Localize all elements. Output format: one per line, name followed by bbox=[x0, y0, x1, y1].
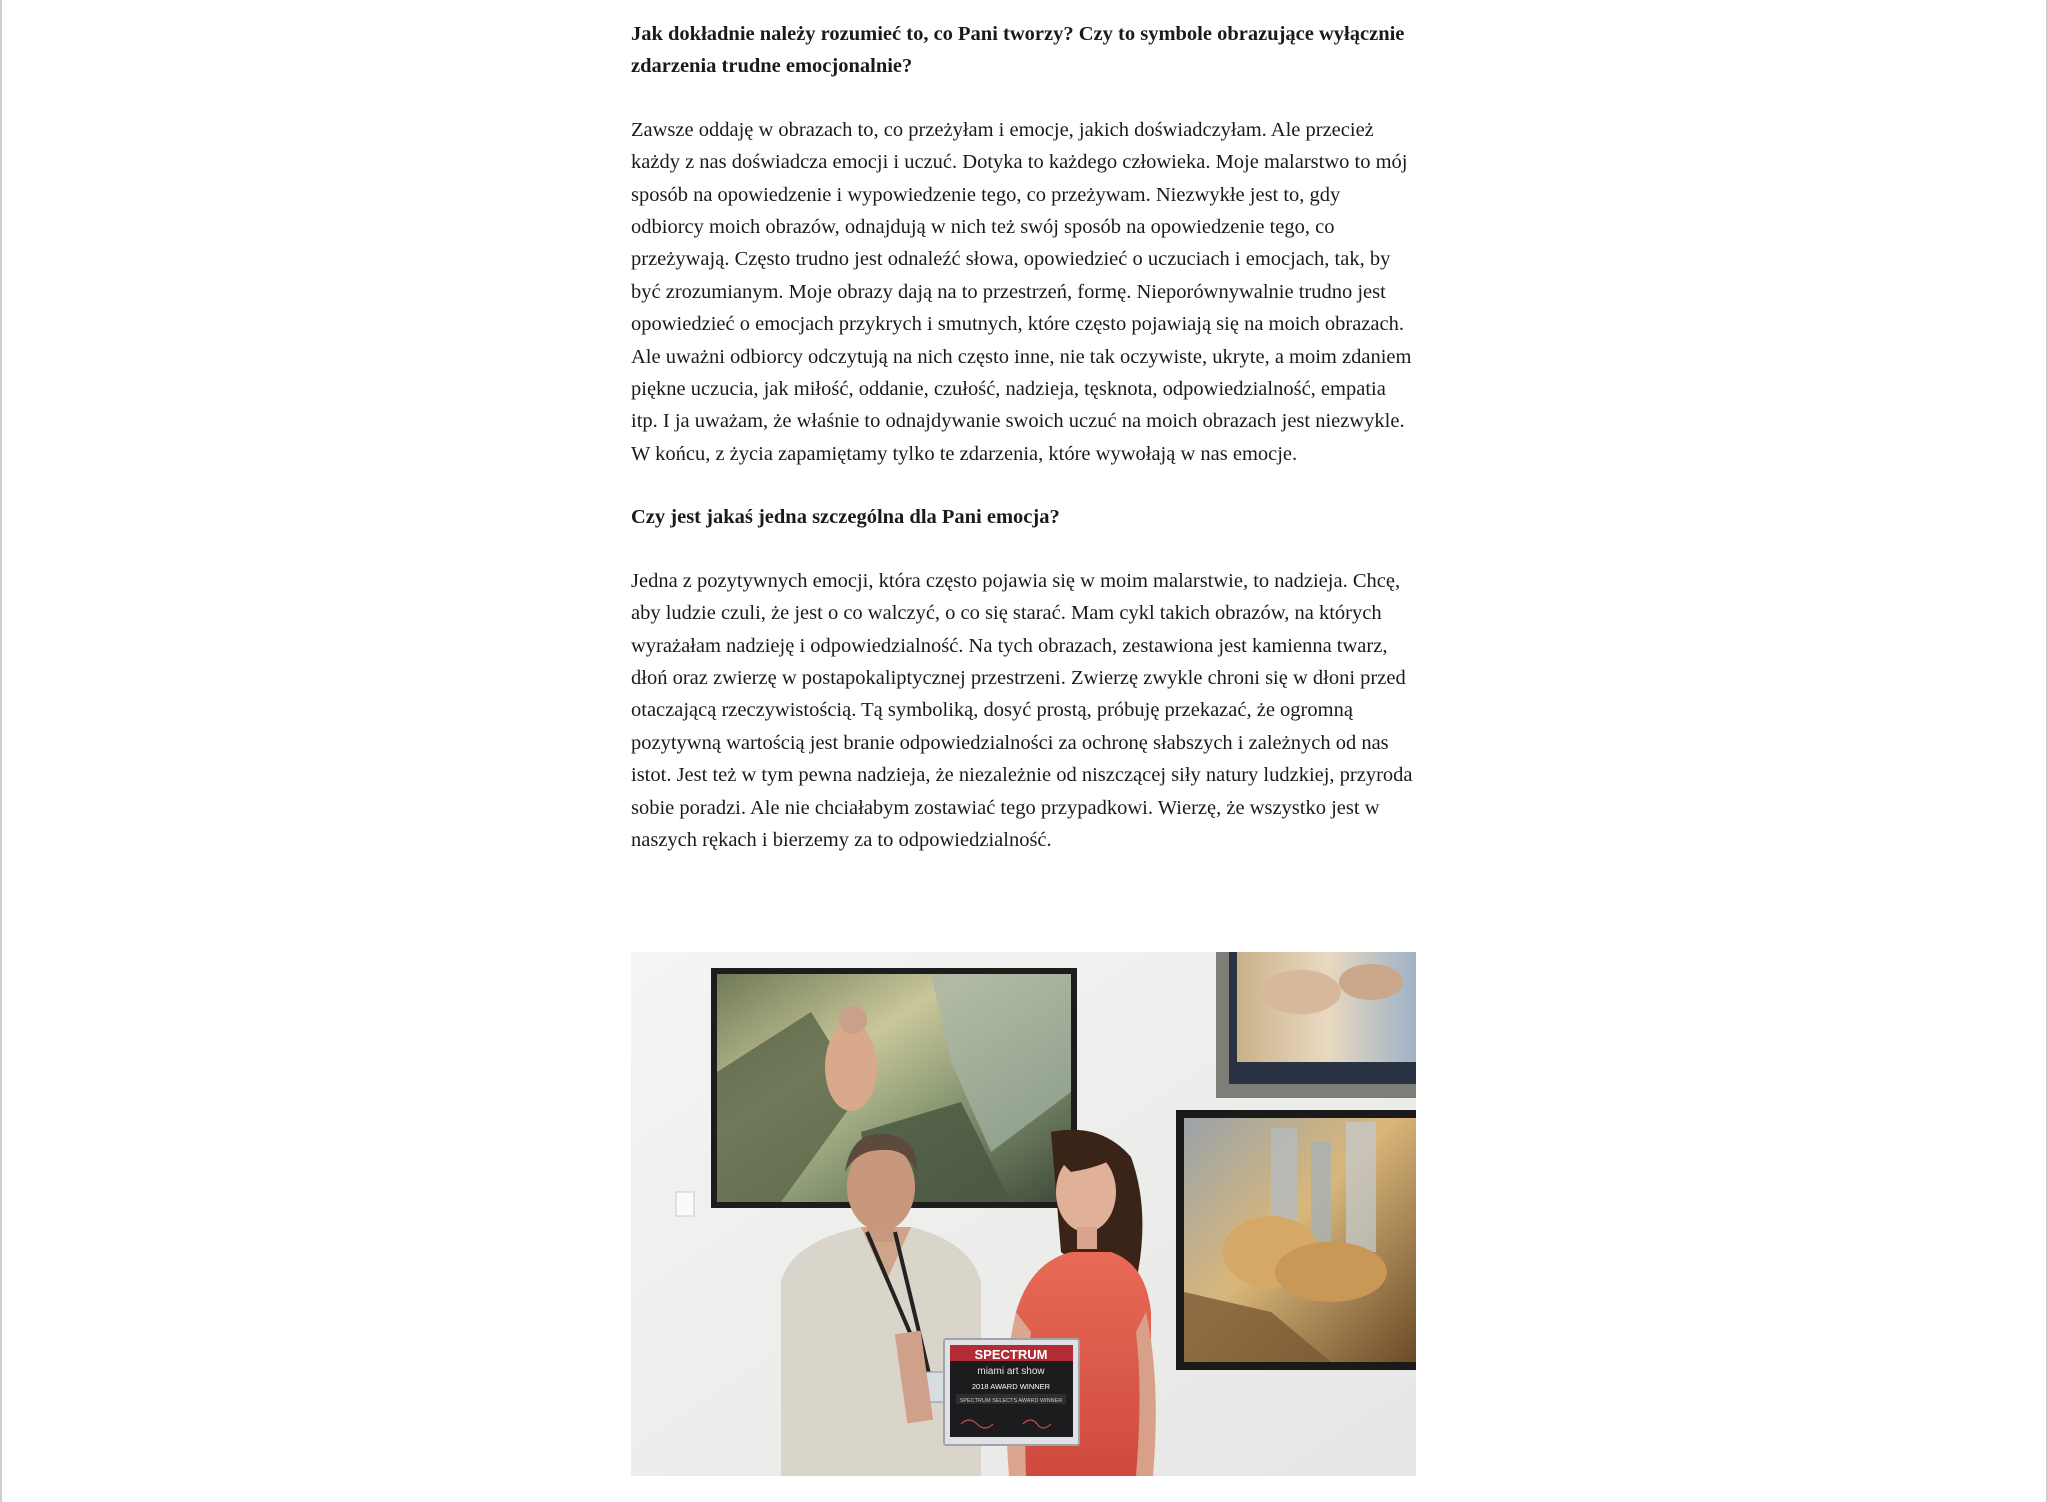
award-title: SPECTRUM bbox=[974, 1347, 1048, 1362]
award-category: SPECTRUM SELECTS AWARD WINNER bbox=[959, 1398, 1063, 1404]
painting-label bbox=[676, 1192, 694, 1216]
award-show-name: miami art show bbox=[977, 1366, 1045, 1377]
interview-question-2: Czy jest jakaś jedna szczególna dla Pani emocja? bbox=[631, 506, 1060, 529]
interview-question-1: Jak dokładnie należy rozumieć to, co Pani tworzy? Czy to symbole obrazujące wyłącznie zdarzenia trudne emocjonalnie? bbox=[631, 23, 1405, 78]
interview-article bbox=[631, 18, 1416, 856]
page-left-border bbox=[0, 0, 2, 1502]
painting-top-right bbox=[1216, 952, 1416, 1098]
interview-answer-2: Jedna z pozytywnych emocji, która często pojawia się w moim malarstwie, to nadzieja. Chcę, aby ludzie czuli, że jest o co walczyć, o co się starać. Mam cykl takich obrazów, na których wyrażałam nadzieję i odpowiedzialność. Na tych obrazach, zestawiona jest kamienna twarz, dłoń oraz zwierzę w postapokaliptycznej przestrzeni. Zwierzę zwykle chroni się w dłoni przed otaczającą rzeczywistością. Tą symboliką, dosyć prostą, próbuję przekazać, że ogromną pozytywną wartością jest branie odpowiedzialności za ochronę słabszych i zależnych od nas istot. Jest też w tym pewna nadzieja, że niezależnie od niszczącej siły natury ludzkiej, przyroda sobie poradzi. Ale nie chciałabym zostawiać tego przypadkowi. Wierzę, że wszystko jest w naszych rękach i bierzemy za to odpowiedzialność. bbox=[631, 569, 1413, 851]
award-year: 2018 AWARD WINNER bbox=[971, 1382, 1051, 1391]
interview-answer-1: Zawsze oddaję w obrazach to, co przeżyłam i emocje, jakich doświadczyłam. Ale przecież każdy z nas doświadcza emocji i uczuć. Dotyka to każdego człowieka. Moje malarstwo to mój sposób na opowiedzenie i wypowiedzenie tego, co przeżywam. Niezwykłe jest to, gdy odbiorcy moich obrazów, odnajdują w nich też swój sposób na opowiedzenie tego, co przeżywają. Często trudno jest odnaleźć słowa, opowiedzieć o uczuciach i emocjach, tak, by być zrozumianym. Moje obrazy dają na to przestrzeń, formę. Nieporównywalnie trudno jest opowiedzieć o emocjach przykrych i smutnych, które często pojawiają się na moich obrazach. Ale uważni odbiorcy odczytują na nich często inne, nie tak oczywiste, ukryte, a moim zdaniem piękne uczucia, jak miłość, oddanie, czułość, nadzieja, tęsknota, odpowiedzialność, empatia itp. I ja uważam, że właśnie to odnajdywanie swoich uczuć na moich obrazach jest niezwykle. W końcu, z życia zapamiętamy tylko te zdarzenia, które wywołają w nas emocje. bbox=[631, 118, 1412, 465]
award-plaque bbox=[944, 1339, 1079, 1445]
award-photo bbox=[631, 952, 1416, 1476]
painting-bottom-right bbox=[1176, 1110, 1416, 1370]
